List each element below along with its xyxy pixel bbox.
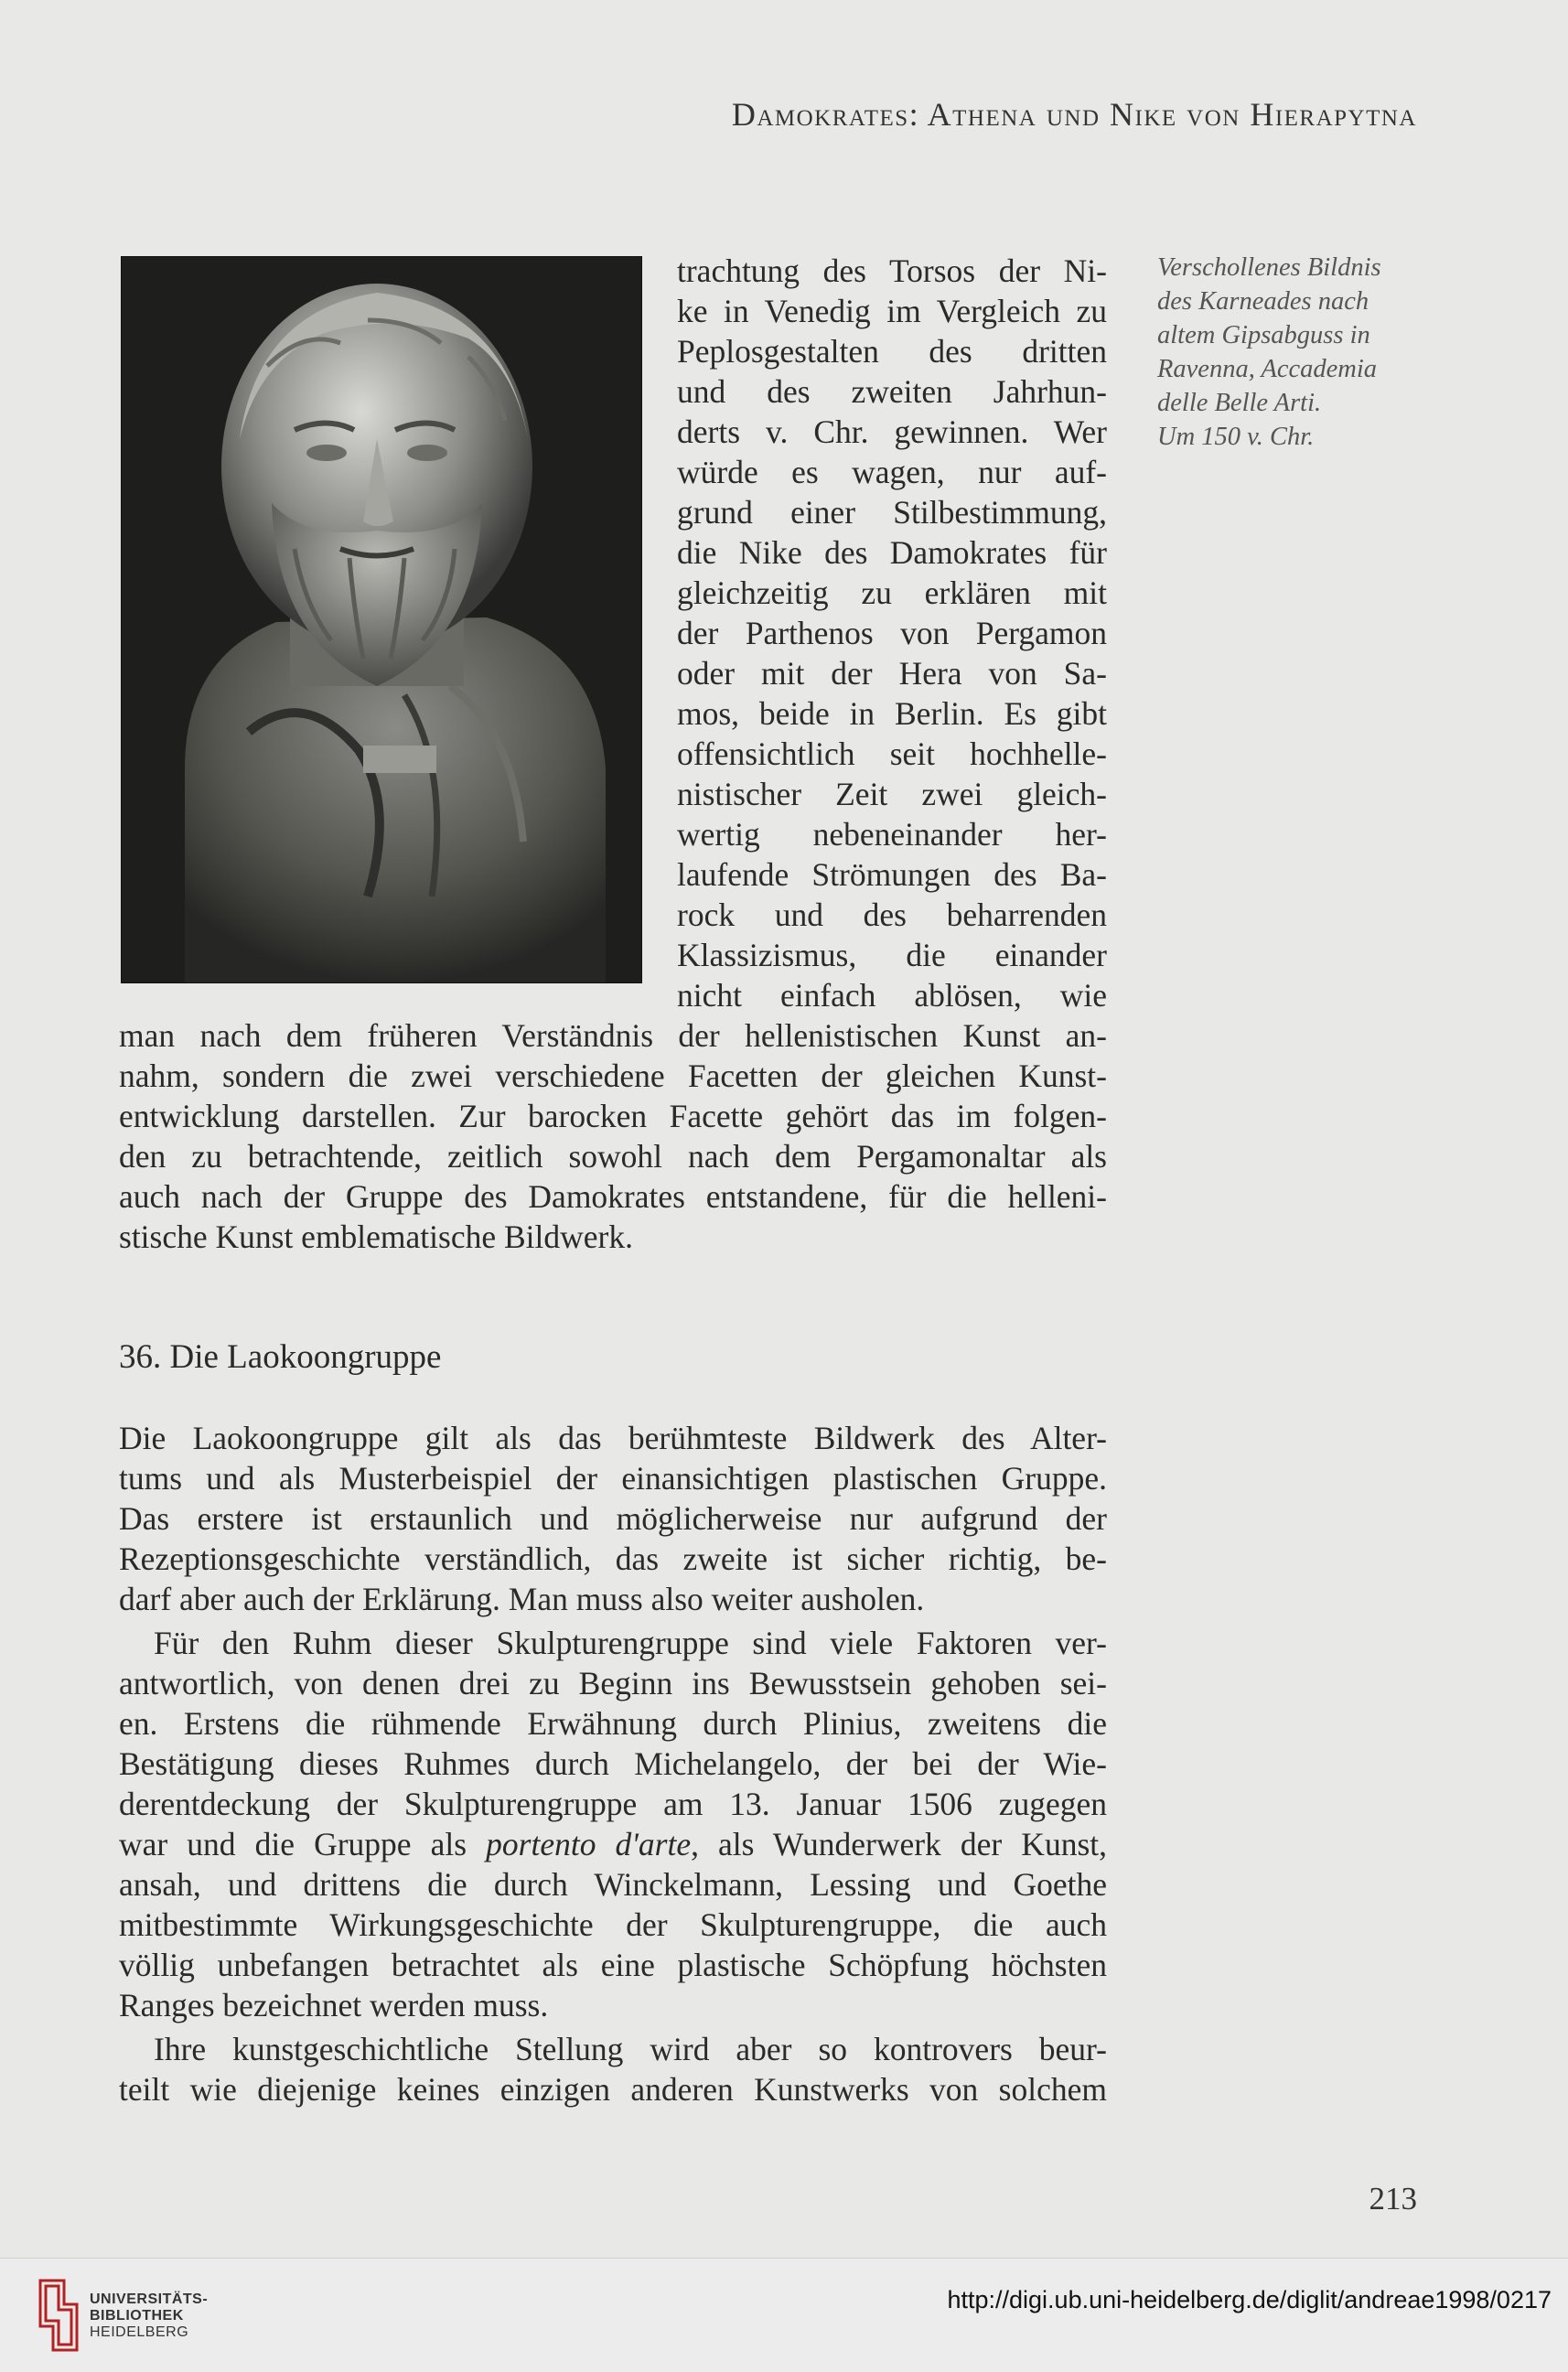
body-line: ke in Venedig im Vergleich zu — [677, 293, 1107, 329]
body-line: trachtung des Torsos der Ni- — [677, 252, 1107, 289]
body-line: und des zweiten Jahrhun- — [677, 373, 1107, 410]
body-line: offensichtlich seit hochhelle- — [677, 735, 1107, 772]
caption-line: Ravenna, Accademia — [1157, 355, 1378, 383]
section-heading: 36. Die Laokoongruppe — [119, 1338, 442, 1376]
body-line: Für den Ruhm dieser Skulpturengruppe sind viele Faktoren ver- — [154, 1625, 1107, 1661]
library-logo-icon — [37, 2277, 81, 2354]
source-url-link[interactable]: http://digi.ub.uni-heidelberg.de/diglit/andreae1998/0217 — [947, 2286, 1552, 2313]
text-span: war und die Gruppe als — [119, 1826, 487, 1862]
body-line: ansah, und drittens die durch Winckelmann, Lessing und Goethe — [119, 1866, 1107, 1903]
body-line: Das erstere ist erstaunlich und möglicherweise nur aufgrund der — [119, 1500, 1107, 1537]
body-line: grund einer Stilbestimmung, — [677, 494, 1107, 531]
body-line: nahm, sondern die zwei verschiedene Facetten der gleichen Kunst- — [119, 1057, 1107, 1094]
body-line: derentdeckung der Skulpturengruppe am 13. Januar 1506 zugegen — [119, 1786, 1107, 1822]
body-line: Klassizismus, die einander — [677, 937, 1107, 973]
figure-caption — [1157, 251, 1432, 454]
running-head: Damokrates: Athena und Nike von Hierapytna — [731, 96, 1417, 133]
body-line: darf aber auch der Erklärung. Man muss also weiter ausholen. — [119, 1581, 925, 1617]
digitization-footer — [0, 2258, 1568, 2372]
body-line: wertig nebeneinander her- — [677, 816, 1107, 853]
body-line: Die Laokoongruppe gilt als das berühmteste Bildwerk des Alter- — [119, 1420, 1107, 1456]
body-line: Bestätigung dieses Ruhmes durch Michelangelo, der bei der Wie- — [119, 1745, 1107, 1782]
body-line: Ihre kunstgeschichtliche Stellung wird aber so kontrovers beur- — [154, 2031, 1107, 2067]
body-line: mitbestimmte Wirkungsgeschichte der Skulpturengruppe, die auch — [119, 1906, 1107, 1943]
body-line: derts v. Chr. gewinnen. Wer — [677, 413, 1107, 450]
caption-line: delle Belle Arti. — [1157, 389, 1322, 417]
body-line: nistischer Zeit zwei gleich- — [677, 776, 1107, 812]
body-line: auch nach der Gruppe des Damokrates entstandene, für die helleni- — [119, 1178, 1107, 1215]
body-line: entwicklung darstellen. Zur barocken Facette gehört das im folgen- — [119, 1098, 1107, 1134]
library-name-line: BIBLIOTHEK — [90, 2308, 184, 2324]
body-line: Ranges bezeichnet werden muss. — [119, 1987, 549, 2023]
body-line: en. Erstens die rühmende Erwähnung durch Plinius, zweitens die — [119, 1705, 1107, 1742]
italic-phrase: portento d'arte — [486, 1826, 692, 1862]
body-line: teilt wie diejenige keines einzigen anderen Kunstwerks von solchem — [119, 2071, 1107, 2108]
library-name — [90, 2292, 208, 2341]
body-line: die Nike des Damokrates für — [677, 534, 1107, 571]
library-name-line: HEIDELBERG — [90, 2324, 189, 2340]
body-line: gleichzeitig zu erklären mit — [677, 574, 1107, 611]
body-line: laufende Strömungen des Ba- — [677, 856, 1107, 893]
bust-photograph — [121, 256, 642, 983]
caption-line: Verschollenes Bildnis — [1157, 253, 1381, 282]
caption-line: Um 150 v. Chr. — [1157, 423, 1315, 451]
caption-line: des Karneades nach — [1157, 287, 1369, 316]
body-line: antwortlich, von denen drei zu Beginn ins Bewusstsein gehoben sei- — [119, 1665, 1107, 1701]
page-number: 213 — [1369, 2181, 1417, 2216]
body-line: völlig unbefangen betrachtet als eine plastische Schöpfung höchsten — [119, 1947, 1107, 1983]
body-line: tums und als Musterbeispiel der einansichtigen plastischen Gruppe. — [119, 1460, 1107, 1497]
body-line: der Parthenos von Pergamon — [677, 615, 1107, 651]
body-line: man nach dem früheren Verständnis der hellenistischen Kunst an- — [119, 1017, 1107, 1054]
body-line: oder mit der Hera von Sa- — [677, 655, 1107, 692]
text-span: , als Wunderwerk der Kunst, — [691, 1826, 1107, 1862]
body-line-with-italic — [119, 1824, 1107, 1864]
body-line: würde es wagen, nur auf- — [677, 454, 1107, 490]
library-name-line: UNIVERSITÄTS- — [90, 2292, 209, 2307]
body-line: stische Kunst emblematische Bildwerk. — [119, 1218, 633, 1255]
body-line: mos, beide in Berlin. Es gibt — [677, 695, 1107, 732]
karneades-bust-image — [121, 256, 642, 983]
body-line: Peplosgestalten des dritten — [677, 333, 1107, 370]
body-line: den zu betrachtende, zeitlich sowohl nach dem Pergamonaltar als — [119, 1138, 1107, 1175]
caption-line: altem Gipsabguss in — [1157, 321, 1370, 349]
body-line: rock und des beharrenden — [677, 896, 1107, 933]
body-line: Rezeptionsgeschichte verständlich, das zweite ist sicher richtig, be- — [119, 1540, 1107, 1577]
body-line: nicht einfach ablösen, wie — [677, 977, 1107, 1014]
